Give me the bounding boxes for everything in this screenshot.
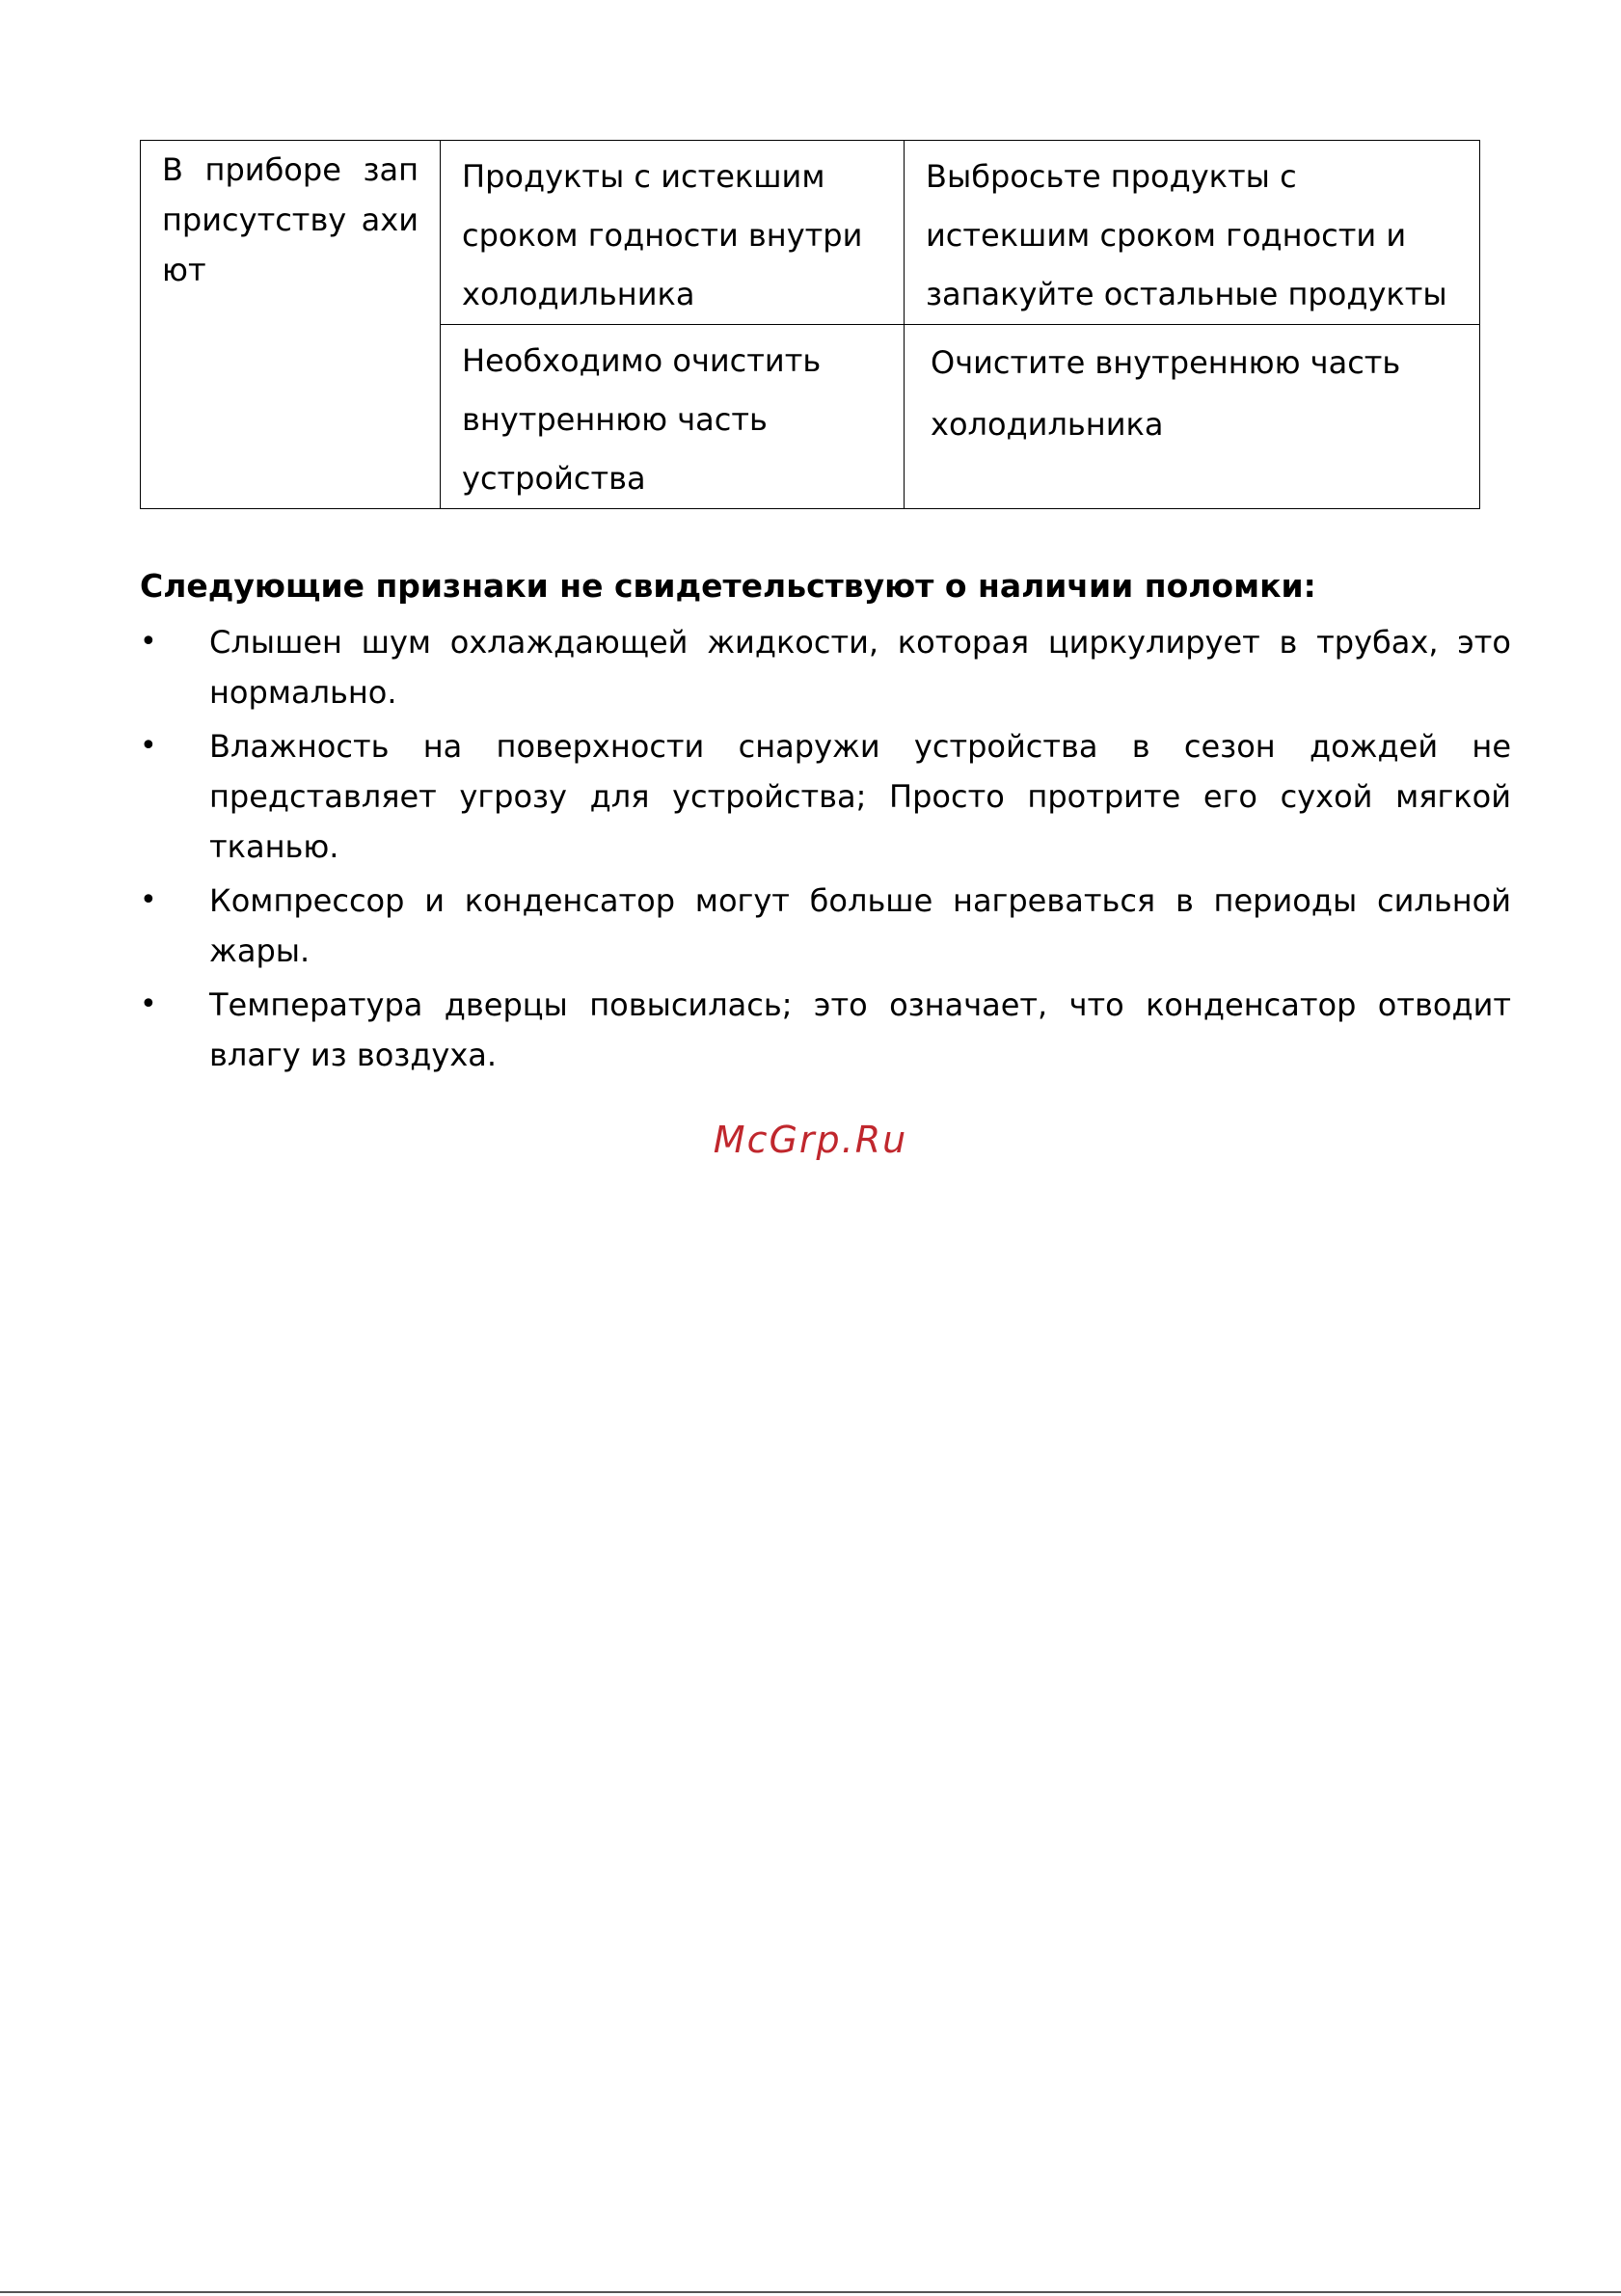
bullet-icon: • xyxy=(140,987,157,1021)
list-item-text: Компрессор и конденсатор могут больше нагреваться в периоды сильной жары. xyxy=(209,882,1511,969)
problem-line: ют xyxy=(162,252,206,288)
cause-cell: Продукты с истекшим сроком годности внутри холодильника xyxy=(441,141,905,325)
list-item xyxy=(140,876,1511,976)
cause-cell: Необходимо очистить внутреннюю часть устройства xyxy=(441,325,905,509)
list-item xyxy=(140,721,1511,872)
bullet-icon: • xyxy=(140,883,157,917)
notes-list xyxy=(140,617,1511,1084)
bullet-icon: • xyxy=(140,729,157,763)
list-item xyxy=(140,980,1511,1080)
page-bottom-divider xyxy=(0,2291,1621,2293)
solution-cell: Выбросьте продукты с истекшим сроком годности и запакуйте остальные продукты xyxy=(905,141,1480,325)
list-item-text: Слышен шум охлаждающей жидкости, которая циркулирует в трубах, это нормально. xyxy=(209,624,1511,711)
troubleshooting-table xyxy=(140,140,1480,509)
table-row xyxy=(141,141,1480,325)
list-item xyxy=(140,617,1511,717)
list-item-text: Влажность на поверхности снаружи устройства в сезон дождей не представляет угрозу для устройства; Просто протрите его сухой мягкой тканью. xyxy=(209,728,1511,865)
problem-line: присутству ахи xyxy=(162,202,419,238)
solution-cell: Очистите внутреннюю часть холодильника xyxy=(905,325,1480,509)
watermark: McGrp.Ru xyxy=(713,1119,908,1161)
problem-cell xyxy=(141,141,441,509)
list-item-text: Температура дверцы повысилась; это означает, что конденсатор отводит влагу из воздуха. xyxy=(209,986,1511,1073)
section-heading: Следующие признаки не свидетельствуют о наличии поломки: xyxy=(140,567,1316,605)
bullet-icon: • xyxy=(140,625,157,659)
problem-line: В приборе зап xyxy=(162,151,419,188)
